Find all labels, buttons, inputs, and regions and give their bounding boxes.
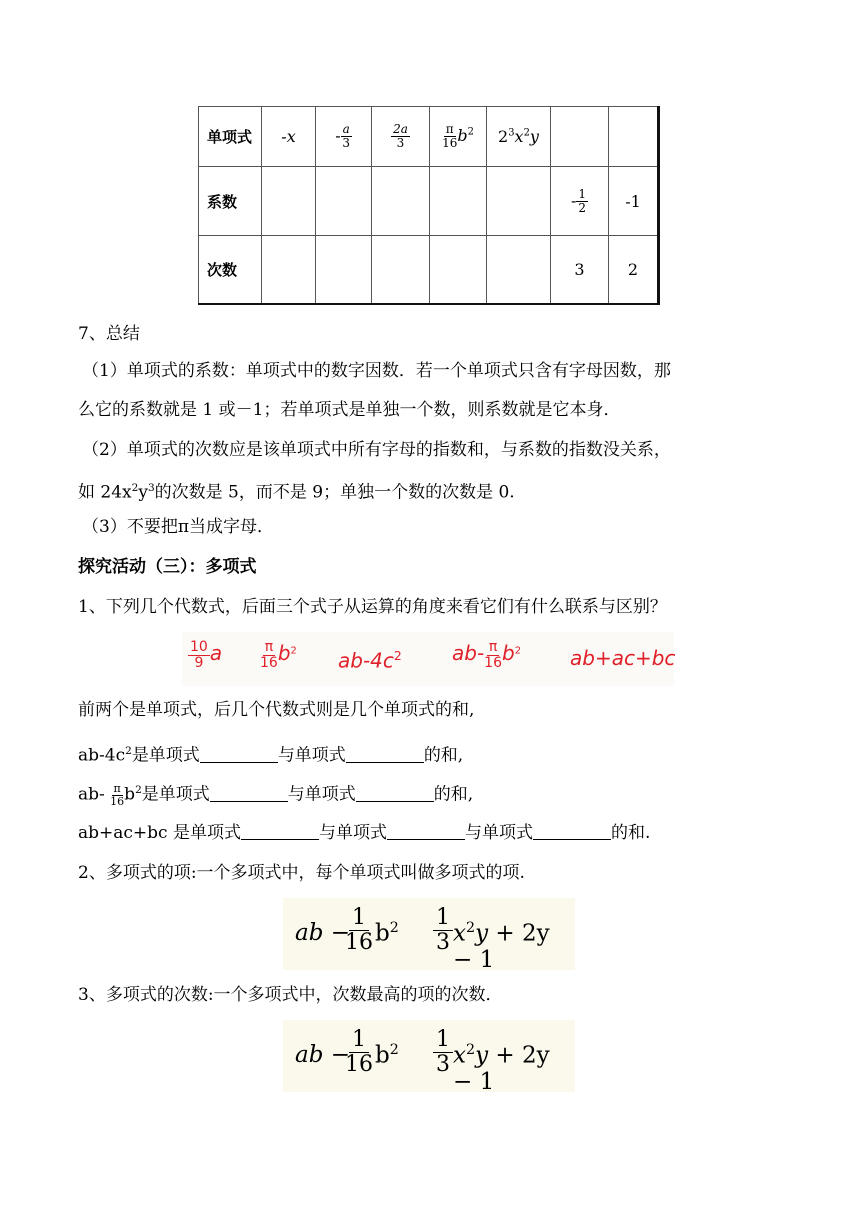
math-example-1: ab − $\frac{1}{16}$ $b^2$ $\frac{1}{3}$ $x^2y + 2y - 1$ xyxy=(283,898,575,970)
question-1: 1、下列几个代数式，后面三个式子从运算的角度来看它们有什么联系与区别？ xyxy=(78,597,667,617)
cell-coef-4 xyxy=(430,167,487,236)
note-line: 前两个是单项式，后几个代数式则是几个单项式的和, xyxy=(78,700,475,720)
blank-2b[interactable] xyxy=(356,785,434,802)
blank-3b[interactable] xyxy=(387,823,465,840)
expr-2: $\frac{\pi}{16}$ $b^2$ xyxy=(260,639,297,671)
cell-monomial-1: -x xyxy=(262,107,316,167)
summary-p1-line2: 么它的系数就是 1 或－1；若单项式是单独一个数，则系数就是它本身． xyxy=(78,400,621,420)
cell-deg-5 xyxy=(487,236,551,304)
cell-deg-7: 2 xyxy=(609,236,659,304)
section-title: 探究活动（三）：多项式 xyxy=(78,557,257,577)
summary-heading: 7、总结 xyxy=(78,324,140,344)
cell-coef-3 xyxy=(372,167,430,236)
row-header-monomial: 单项式 xyxy=(199,107,262,167)
cell-monomial-3: $\frac{2a}{3}$ xyxy=(372,107,430,167)
summary-p2-line2: 如 $24x^2y^3$的次数是 5，而不是 9；单独一个数的次数是 0. xyxy=(78,482,515,503)
cell-monomial-5: $2^3x^2y$ xyxy=(487,107,551,167)
fill-line-1: $ab-4c^2$是单项式 与单项式 的和, xyxy=(78,745,464,766)
row-header-coefficient: 系数 xyxy=(199,167,262,236)
cell-monomial-6 xyxy=(551,107,609,167)
expr-3: $ab-4c^2$ xyxy=(338,648,402,673)
cell-deg-4 xyxy=(430,236,487,304)
cell-deg-1 xyxy=(262,236,316,304)
expr-4: ab- $\frac{\pi}{16}$ $b^2$ xyxy=(452,639,522,671)
blank-1b[interactable] xyxy=(346,746,424,763)
monomial-table xyxy=(198,106,660,305)
blank-3a[interactable] xyxy=(241,823,319,840)
cell-deg-6: 3 xyxy=(551,236,609,304)
cell-coef-1 xyxy=(262,167,316,236)
fill-line-2: ab- $\frac{\pi}{16}$ $b^2$是单项式 与单项式 的和, xyxy=(78,781,474,808)
red-expressions xyxy=(182,632,674,686)
blank-3c[interactable] xyxy=(533,823,611,840)
question-3: 3、多项式的次数:一个多项式中，次数最高的项的次数． xyxy=(78,985,503,1005)
cell-deg-2 xyxy=(316,236,372,304)
cell-monomial-4: $\frac{\pi}{16}$ $b^2$ xyxy=(430,107,487,167)
cell-deg-3 xyxy=(372,236,430,304)
cell-coef-5 xyxy=(487,167,551,236)
expr-5: ab+ac+bc xyxy=(570,646,676,670)
cell-coef-7: -1 xyxy=(609,167,659,236)
fill-line-3: ab+ac+bc 是单项式 与单项式 与单项式 的和. xyxy=(78,823,651,843)
cell-coef-6: - $\frac{1}{2}$ xyxy=(551,167,609,236)
row-header-degree: 次数 xyxy=(199,236,262,304)
summary-p2-line1: （2）单项式的次数应是该单项式中所有字母的指数和，与系数的指数没关系， xyxy=(82,440,671,460)
blank-1a[interactable] xyxy=(200,746,278,763)
summary-p1-line1: （1）单项式的系数：单项式中的数字因数．若一个单项式只含有字母因数，那 xyxy=(82,361,671,381)
math-example-2: ab − $\frac{1}{16}$ $b^2$ $\frac{1}{3}$ $x^2y + 2y - 1$ xyxy=(283,1020,575,1092)
cell-monomial-2: - $\frac{a}{3}$ xyxy=(316,107,372,167)
summary-p3: （3）不要把π当成字母． xyxy=(82,517,274,537)
expr-1: $\frac{10}{9}$ a xyxy=(190,639,223,671)
cell-monomial-7 xyxy=(609,107,659,167)
cell-coef-2 xyxy=(316,167,372,236)
blank-2a[interactable] xyxy=(210,785,288,802)
question-2: 2、多项式的项:一个多项式中，每个单项式叫做多项式的项. xyxy=(78,863,525,883)
